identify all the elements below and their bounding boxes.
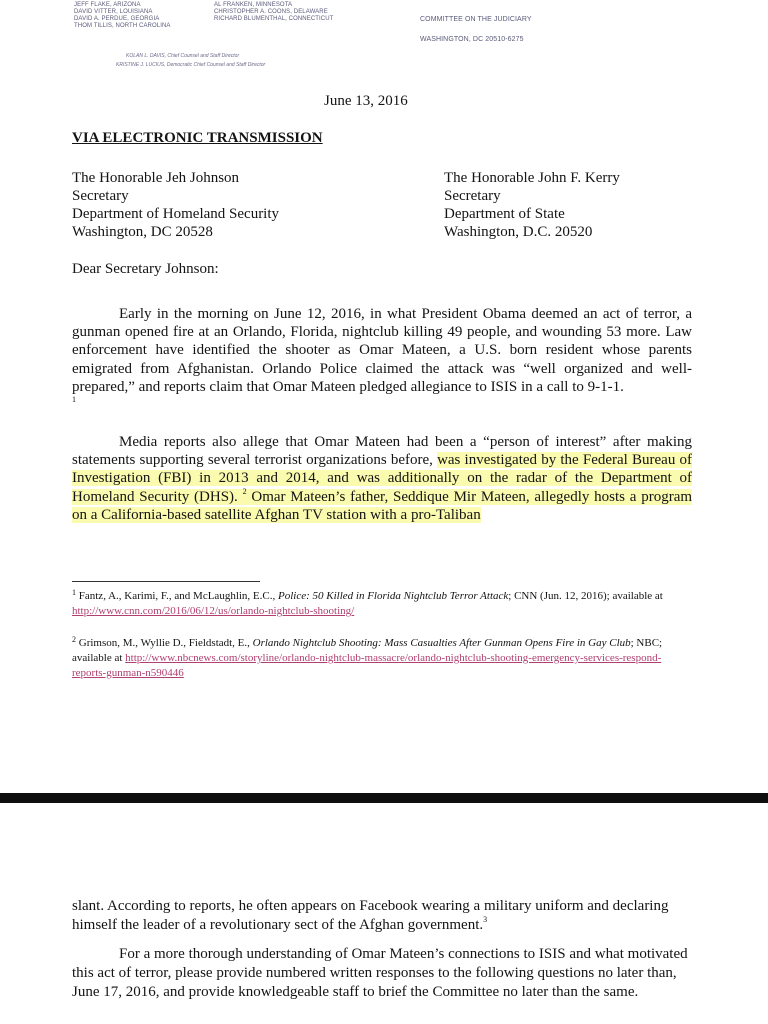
letterhead-mid-members bbox=[214, 2, 333, 23]
highlighted-text: was investigated by the Federal Bureau of Investigation (FBI) in 2013 and 2014, and was additionally on the radar of the Department of Homeland Security (DHS). bbox=[72, 452, 693, 505]
letterhead-left-members bbox=[74, 2, 171, 30]
footnote-link[interactable]: http://www.cnn.com/2016/06/12/us/orlando-nightclub-shooting/ bbox=[72, 605, 355, 617]
footnote-mark: 3 bbox=[483, 915, 488, 924]
letterhead-member: RICHARD BLUMENTHAL, CONNECTICUT bbox=[214, 16, 334, 22]
via-heading: VIA ELECTRONIC TRANSMISSION bbox=[72, 130, 323, 146]
footnote-1 bbox=[72, 589, 682, 619]
page-separator bbox=[0, 793, 768, 803]
recipient-name: The Honorable John F. Kerry bbox=[444, 170, 620, 186]
letterhead-member: JEFF FLAKE, ARIZONA bbox=[74, 2, 141, 8]
footnote-number: 2 bbox=[72, 635, 76, 644]
letterhead-member: CHRISTOPHER A. COONS, DELAWARE bbox=[214, 9, 328, 15]
footnote-mark: 2 bbox=[242, 486, 247, 496]
footnote-mark: 1 bbox=[72, 395, 76, 405]
letterhead-member: THOM TILLIS, NORTH CAROLINA bbox=[74, 23, 171, 29]
paragraph-2-text: Media reports also allege that Omar Mateen had been a “person of interest” after making statements supporting several terrorist organizations before, bbox=[72, 434, 692, 469]
letter-page-2 bbox=[0, 803, 768, 1024]
letterhead-member: DAVID VITTER, LOUISIANA bbox=[74, 9, 153, 15]
paragraph-3 bbox=[72, 897, 692, 935]
footnote-authors: Fantz, A., Karimi, F., and McLaughlin, E.C., bbox=[78, 590, 278, 602]
letterhead-member: DAVID A. PERDUE, GEORGIA bbox=[74, 16, 160, 22]
staff-line: KRISTINE J. LUCIUS, Democratic Chief Counsel and Staff Director bbox=[116, 62, 266, 68]
footnote-source: ; CNN (Jun. 12, 2016); available at bbox=[508, 590, 663, 602]
recipient-city: Washington, DC 20528 bbox=[72, 224, 213, 240]
letterhead-committee-block bbox=[420, 10, 532, 50]
staff-line: KOLAN L. DAVIS, Chief Counsel and Staff Director bbox=[126, 53, 240, 59]
recipient-right bbox=[444, 169, 620, 241]
recipient-department: Department of Homeland Security bbox=[72, 206, 280, 222]
salutation: Dear Secretary Johnson: bbox=[72, 261, 219, 277]
paragraph-1-text: Early in the morning on June 12, 2016, in what President Obama deemed an act of terror, a gunman opened fire at an Orlando, Florida, nightclub killing 49 people, and wounding 53 more. Law enforcement have identified the shooter as Omar Mateen, a U.S. born resident whose parents emigrated from Afghanistan. Orlando Police claimed the attack was “well organized and well-prepared,” and reports claim that Omar Mateen pledged allegiance to ISIS in a call to 9-1-1. bbox=[72, 306, 692, 395]
footnote-source: ; NBC; available at bbox=[72, 637, 663, 664]
footnote-rule bbox=[72, 581, 260, 582]
footnote-number: 1 bbox=[72, 588, 76, 597]
paragraph-4: For a more thorough understanding of Omar Mateen’s connections to ISIS and what motivated this act of terror, please provide numbered written responses to the following questions no later than, June 17, 2016, and provide knowledgeable staff to brief the Committee no later than the same. bbox=[72, 946, 688, 1000]
letterhead-staff bbox=[116, 52, 265, 70]
footnote-title: Police: 50 Killed in Florida Nightclub Terror Attack bbox=[278, 590, 509, 602]
footnote-authors: Grimson, M., Wyllie D., Fieldstadt, E., bbox=[78, 637, 253, 649]
recipient-department: Department of State bbox=[444, 206, 565, 222]
recipient-title: Secretary bbox=[72, 188, 129, 204]
paragraph-2 bbox=[72, 433, 692, 524]
recipient-left bbox=[72, 169, 279, 241]
recipient-title: Secretary bbox=[444, 188, 501, 204]
footnote-title: Orlando Nightclub Shooting: Mass Casualties After Gunman Opens Fire in Gay Club bbox=[252, 637, 631, 649]
paragraph-1 bbox=[72, 305, 692, 414]
letterhead-member: AL FRANKEN, MINNESOTA bbox=[214, 2, 293, 8]
recipient-city: Washington, D.C. 20520 bbox=[444, 224, 593, 240]
footnote-link[interactable]: http://www.nbcnews.com/storyline/orlando-nightclub-massacre/orlando-nightclub-shooting-emergency-services-respond-reports-gunman-n590446 bbox=[72, 652, 662, 679]
paragraph-2-text-after: Omar Mateen’s father, Seddique Mir Mateen, allegedly hosts a program on a California-based satellite Afghan TV station with a pro-Taliban bbox=[72, 488, 693, 523]
footnote-2 bbox=[72, 636, 682, 681]
letterhead-city: WASHINGTON, DC 20510-6275 bbox=[420, 36, 524, 43]
letter-date: June 13, 2016 bbox=[324, 93, 408, 109]
recipient-name: The Honorable Jeh Johnson bbox=[72, 170, 240, 186]
letterhead-committee: COMMITTEE ON THE JUDICIARY bbox=[420, 16, 532, 23]
paragraph-3-text: slant. According to reports, he often appears on Facebook wearing a military uniform and declaring himself the leader of a revolutionary sect of the Afghan government. bbox=[72, 898, 669, 933]
